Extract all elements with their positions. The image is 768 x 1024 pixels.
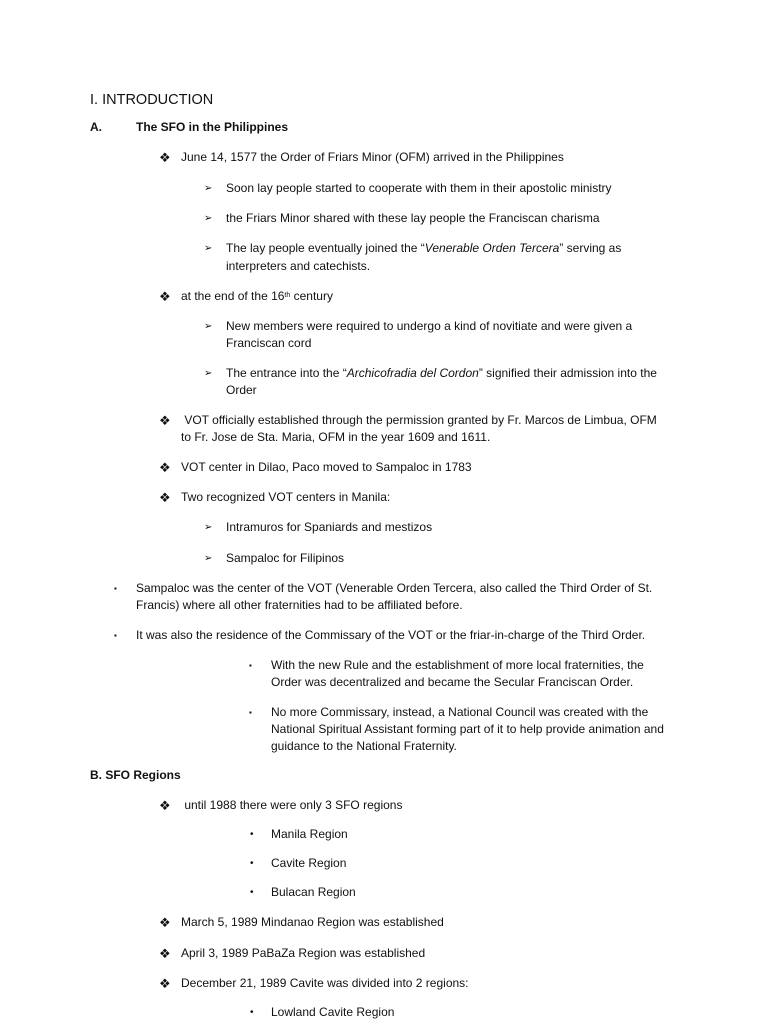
- text-run: The lay people eventually joined the “: [226, 241, 425, 255]
- list-item: Cavite Region: [271, 856, 347, 870]
- list-item-continuation: Franciscan cord: [226, 336, 312, 350]
- text-run: The entrance into the “: [226, 366, 347, 380]
- dot-bullet-icon: •: [250, 858, 254, 869]
- list-item: [226, 365, 657, 382]
- dot-bullet-icon: •: [250, 1007, 254, 1018]
- list-item: Intramuros for Spaniards and mestizos: [226, 520, 433, 534]
- diamond-bullet-icon: ❖: [159, 915, 171, 930]
- list-item: VOT center in Dilao, Paco moved to Sampaloc in 1783: [181, 460, 472, 474]
- section-a-title: The SFO in the Philippines: [136, 120, 289, 134]
- list-item: June 14, 1577 the Order of Friars Minor (OFM) arrived in the Philippines: [181, 150, 564, 164]
- list-item: It was also the residence of the Commissary of the VOT or the friar-in-charge of the Third Order.: [136, 628, 646, 642]
- list-item: Bulacan Region: [271, 885, 356, 899]
- list-item: No more Commissary, instead, a National Council was created with the: [271, 705, 649, 719]
- square-bullet-icon: ▪: [114, 584, 117, 593]
- list-item: April 3, 1989 PaBaZa Region was established: [181, 946, 426, 960]
- text-run: at the end of the 16: [181, 289, 285, 303]
- section-a-letter: A.: [90, 120, 102, 134]
- diamond-bullet-icon: ❖: [159, 798, 171, 813]
- diamond-bullet-icon: ❖: [159, 460, 171, 475]
- list-item: March 5, 1989 Mindanao Region was established: [181, 915, 444, 929]
- list-item-continuation: Francis) where all other fraternities had to be affiliated before.: [136, 598, 463, 612]
- text-run: ” signified their admission into the: [478, 366, 657, 380]
- list-item: [181, 288, 333, 305]
- arrow-bullet-icon: ➢: [204, 243, 213, 254]
- list-item: until 1988 there were only 3 SFO regions: [181, 798, 403, 812]
- list-item: December 21, 1989 Cavite was divided into 2 regions:: [181, 976, 469, 990]
- text-run: century: [290, 289, 333, 303]
- dot-bullet-icon: •: [250, 829, 254, 840]
- square-bullet-icon: ▪: [249, 708, 252, 717]
- list-item-continuation: Order: [226, 383, 257, 397]
- diamond-bullet-icon: ❖: [159, 413, 171, 428]
- arrow-bullet-icon: ➢: [204, 522, 213, 533]
- list-item-continuation: Order was decentralized and became the Secular Franciscan Order.: [271, 675, 634, 689]
- list-item-continuation: National Spiritual Assistant forming part of it to help provide animation and: [271, 722, 664, 736]
- diamond-bullet-icon: ❖: [159, 490, 171, 505]
- list-item: Manila Region: [271, 827, 348, 841]
- arrow-bullet-icon: ➢: [204, 213, 213, 224]
- list-item: Sampaloc was the center of the VOT (Venerable Orden Tercera, also called the Third Order of St.: [136, 581, 653, 595]
- text-run: ” serving as: [559, 241, 622, 255]
- list-item: New members were required to undergo a kind of novitiate and were given a: [226, 319, 633, 333]
- italic-term: Venerable Orden Tercera: [424, 241, 560, 255]
- arrow-bullet-icon: ➢: [204, 368, 213, 379]
- superscript: th: [284, 292, 291, 299]
- list-item: Lowland Cavite Region: [271, 1005, 395, 1019]
- list-item: Sampaloc for Filipinos: [226, 551, 345, 565]
- section-title: I. INTRODUCTION: [90, 92, 214, 108]
- list-item-continuation: interpreters and catechists.: [226, 259, 371, 273]
- list-item: With the new Rule and the establishment of more local fraternities, the: [271, 658, 644, 672]
- diamond-bullet-icon: ❖: [159, 946, 171, 961]
- dot-bullet-icon: •: [250, 887, 254, 898]
- diamond-bullet-icon: ❖: [159, 150, 171, 165]
- list-item-continuation: guidance to the National Fraternity.: [271, 739, 457, 753]
- square-bullet-icon: ▪: [249, 661, 252, 670]
- list-item-continuation: to Fr. Jose de Sta. Maria, OFM in the year 1609 and 1611.: [181, 430, 491, 444]
- arrow-bullet-icon: ➢: [204, 553, 213, 564]
- diamond-bullet-icon: ❖: [159, 976, 171, 991]
- list-item: Soon lay people started to cooperate with them in their apostolic ministry: [226, 181, 612, 195]
- list-item: the Friars Minor shared with these lay people the Franciscan charisma: [226, 211, 600, 225]
- section-b-title: B. SFO Regions: [90, 768, 181, 782]
- arrow-bullet-icon: ➢: [204, 183, 213, 194]
- italic-term: Archicofradia del Cordon: [346, 366, 479, 380]
- square-bullet-icon: ▪: [114, 631, 117, 640]
- arrow-bullet-icon: ➢: [204, 321, 213, 332]
- list-item: VOT officially established through the permission granted by Fr. Marcos de Limbua, OFM: [181, 413, 657, 427]
- list-item: Two recognized VOT centers in Manila:: [181, 490, 391, 504]
- list-item: [226, 240, 621, 257]
- diamond-bullet-icon: ❖: [159, 289, 171, 304]
